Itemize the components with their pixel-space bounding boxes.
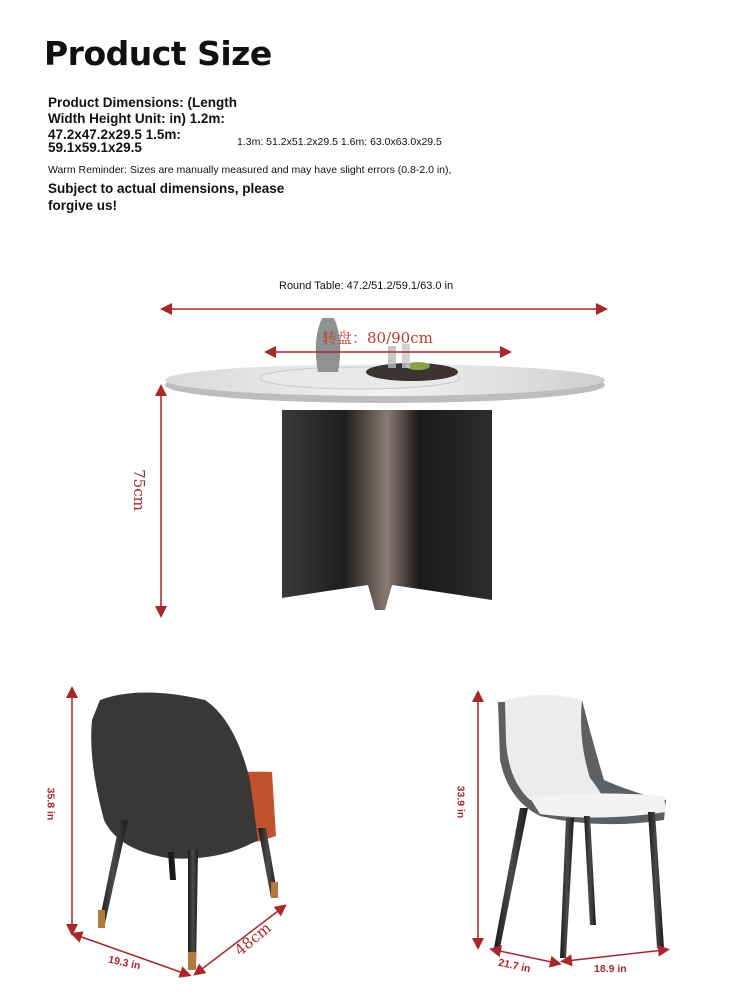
round-table	[165, 318, 605, 610]
right-chair-width-label: 21.7 in	[497, 956, 532, 976]
right-chair-height-label: 33.9 in	[454, 785, 467, 819]
page-title: Product Size	[44, 34, 272, 73]
product-dimensions-last: 59.1x59.1x29.5	[48, 140, 142, 155]
warm-reminder: Warm Reminder: Sizes are manually measured and may have slight errors (0.8-2.0 in),	[48, 164, 452, 176]
subject-note: Subject to actual dimensions, please forgive us!	[48, 181, 285, 213]
right-chair	[494, 695, 666, 958]
left-chair-width-label: 19.3 in	[107, 953, 142, 973]
right-chair-depth-label: 18.9 in	[594, 963, 627, 975]
turntable-size-label: 转盘：80/90cm	[322, 329, 433, 347]
left-chair-depth-label: 48cm	[231, 918, 275, 960]
right-chair-depth-line	[566, 950, 664, 961]
product-dimensions-alt-sizes: 1.3m: 51.2x51.2x29.5 1.6m: 63.0x63.0x29.5	[237, 136, 442, 148]
product-dimensions-text: Product Dimensions: (Length Width Height Unit: in) 1.2m: 47.2x47.2x29.5 1.5m:	[48, 95, 237, 142]
left-chair-height-label: 35.8 in	[44, 787, 57, 821]
round-table-size-label: Round Table: 47.2/51.2/59.1/63.0 in	[279, 280, 454, 292]
table-height-label: 75cm	[129, 469, 148, 511]
